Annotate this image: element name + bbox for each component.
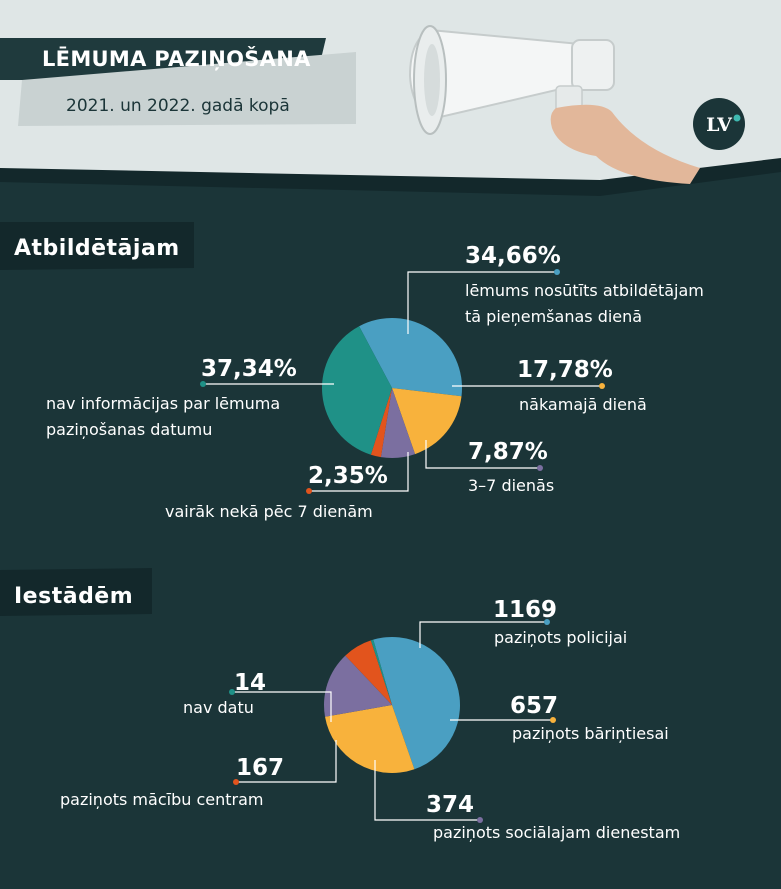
data-label-text: 3–7 dienās bbox=[468, 476, 555, 495]
section-atbildetajam bbox=[0, 222, 704, 521]
data-label-text: vairāk nekā pēc 7 dienām bbox=[165, 502, 373, 521]
header bbox=[0, 0, 781, 200]
data-label-text: paziņots mācību centram bbox=[60, 790, 264, 809]
data-label-text: nav datu bbox=[183, 698, 254, 717]
logo-dot bbox=[734, 115, 741, 122]
data-label-value: 7,87% bbox=[468, 439, 548, 465]
data-label-text: lēmums nosūtīts atbildētājam bbox=[465, 281, 704, 300]
data-label-value: 657 bbox=[510, 693, 559, 719]
section-iestadem bbox=[0, 568, 680, 842]
data-label-text: tā pieņemšanas dienā bbox=[465, 307, 643, 326]
page-title: LĒMUMA PAZIŅOŠANA bbox=[42, 47, 311, 71]
data-label-value: 167 bbox=[236, 755, 285, 781]
data-label-value: 37,34% bbox=[201, 356, 297, 382]
data-label-value: 14 bbox=[234, 670, 267, 696]
pie-chart-atbildetajam bbox=[322, 318, 462, 458]
data-label-value: 17,78% bbox=[517, 357, 613, 383]
data-label-value: 34,66% bbox=[465, 243, 561, 269]
data-label-value: 1169 bbox=[493, 597, 558, 623]
data-label-value: 2,35% bbox=[308, 463, 388, 489]
page-subtitle: 2021. un 2022. gadā kopā bbox=[66, 96, 290, 116]
leader-dot bbox=[599, 383, 605, 389]
leader-dot bbox=[554, 269, 560, 275]
pie-chart-iestadem bbox=[324, 637, 460, 773]
data-label-text: paziņots policijai bbox=[494, 628, 628, 647]
section-title: Iestādēm bbox=[14, 584, 134, 609]
logo-text: LV bbox=[706, 114, 732, 136]
section-title: Atbildētājam bbox=[14, 236, 180, 261]
data-label-value: 374 bbox=[426, 792, 475, 818]
data-label-text: nav informācijas par lēmuma bbox=[46, 394, 281, 413]
data-label-text: paziņots sociālajam dienestam bbox=[433, 823, 681, 842]
leader-dot bbox=[537, 465, 543, 471]
data-label-text: nākamajā dienā bbox=[519, 395, 647, 414]
lv-logo bbox=[693, 98, 745, 150]
data-label-text: paziņots bāriņtiesai bbox=[512, 724, 669, 743]
data-label-text: paziņošanas datumu bbox=[46, 420, 213, 439]
